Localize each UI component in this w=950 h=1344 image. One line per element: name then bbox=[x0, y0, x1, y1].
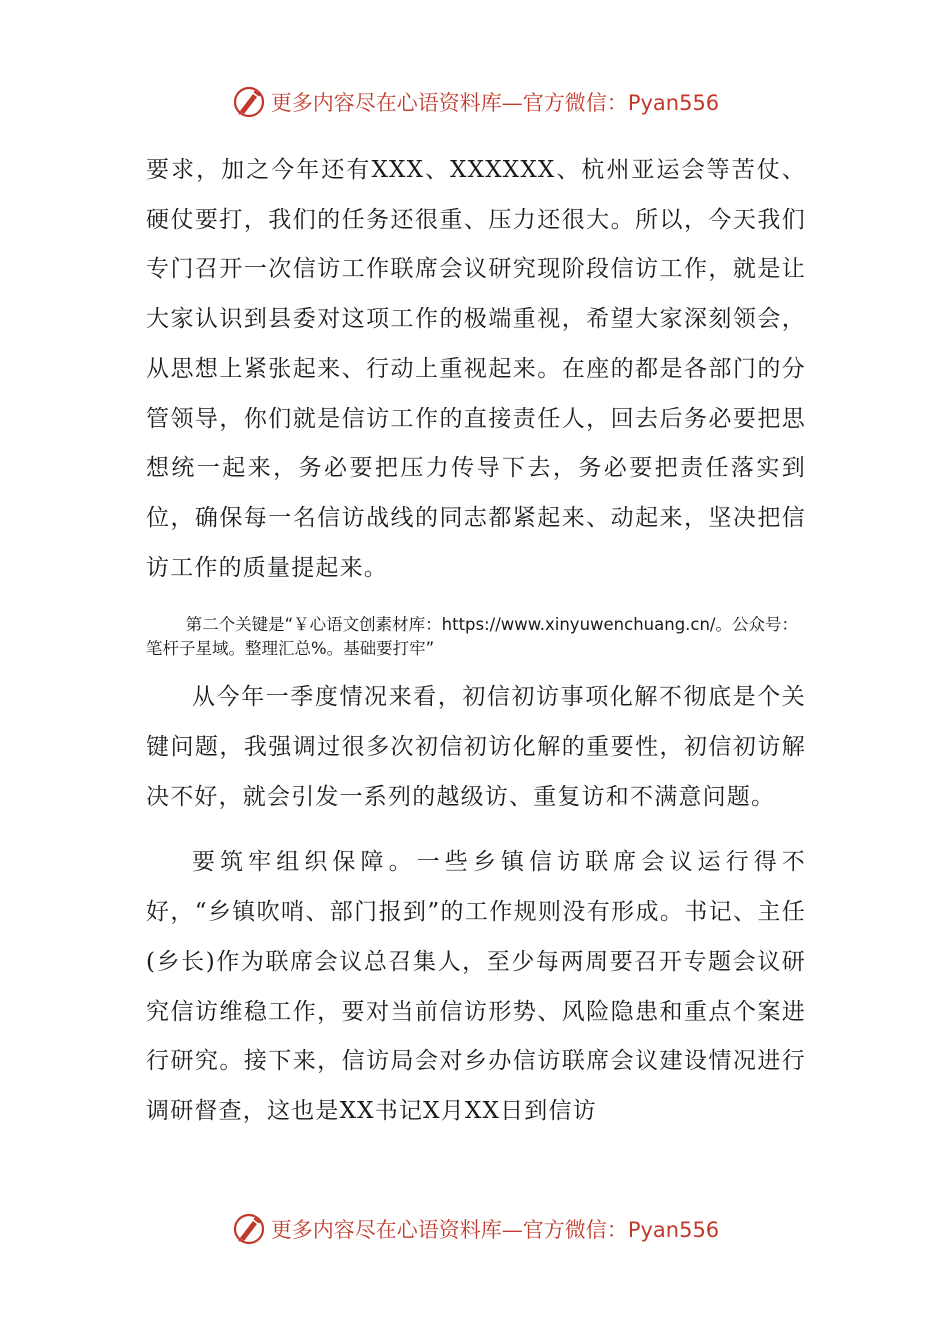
paragraph-2: 从今年一季度情况来看，初信初访事项化解不彻底是个关键问题，我强调过很多次初信初访化解的重要性，初信初访解决不好，就会引发一系列的越级访、重复访和不满意问题。 bbox=[146, 684, 806, 810]
header-banner bbox=[0, 80, 950, 124]
pen-logo-icon bbox=[231, 1211, 267, 1247]
document-body bbox=[146, 146, 806, 1137]
paragraph-1: 要求，加之今年还有XXX、XXXXXX、杭州亚运会等苦仗、硬仗要打，我们的任务还很重、压力还很大。所以，今天我们专门召开一次信访工作联席会议研究现阶段信访工作，就是让大家认识到县委对这项工作的极端重视，希望大家深刻领会，从思想上紧张起来、行动上重视起来。在座的都是各部门的分管领导，你们就是信访工作的直接责任人，回去后务必要把思想统一起来，务必要把压力传导下去，务必要把责任落实到位，确保每一名信访战线的同志都紧起来、动起来，坚决把信访工作的质量提起来。 bbox=[146, 157, 806, 581]
footer-wechat-id: Pyan556 bbox=[627, 1218, 720, 1242]
header-banner-label: 更多内容尽在心语资料库—官方微信：Pyan556 bbox=[270, 91, 720, 115]
footer-banner bbox=[0, 1207, 950, 1251]
header-wechat-id: Pyan556 bbox=[627, 91, 720, 115]
source-note: 第二个关键是“￥心语文创素材库：https://www.xinyuwenchuang.cn/。公众号：笔杆子星域。整理汇总%。基础要打牢” bbox=[146, 615, 798, 659]
footer-banner-label: 更多内容尽在心语资料库—官方微信：Pyan556 bbox=[270, 1218, 720, 1242]
paragraph-3: 要筑牢组织保障。一些乡镇信访联席会议运行得不好，“乡镇吹哨、部门报到”的工作规则没有形成。书记、主任(乡长)作为联席会议总召集人，至少每两周要召开专题会议研究信访维稳工作，要对当前信访形势、风险隐患和重点个案进行研究。接下来，信访局会对乡办信访联席会议建设情况进行调研督查，这也是XX书记X月XX日到信访 bbox=[146, 849, 806, 1124]
pen-logo-icon bbox=[231, 84, 267, 120]
